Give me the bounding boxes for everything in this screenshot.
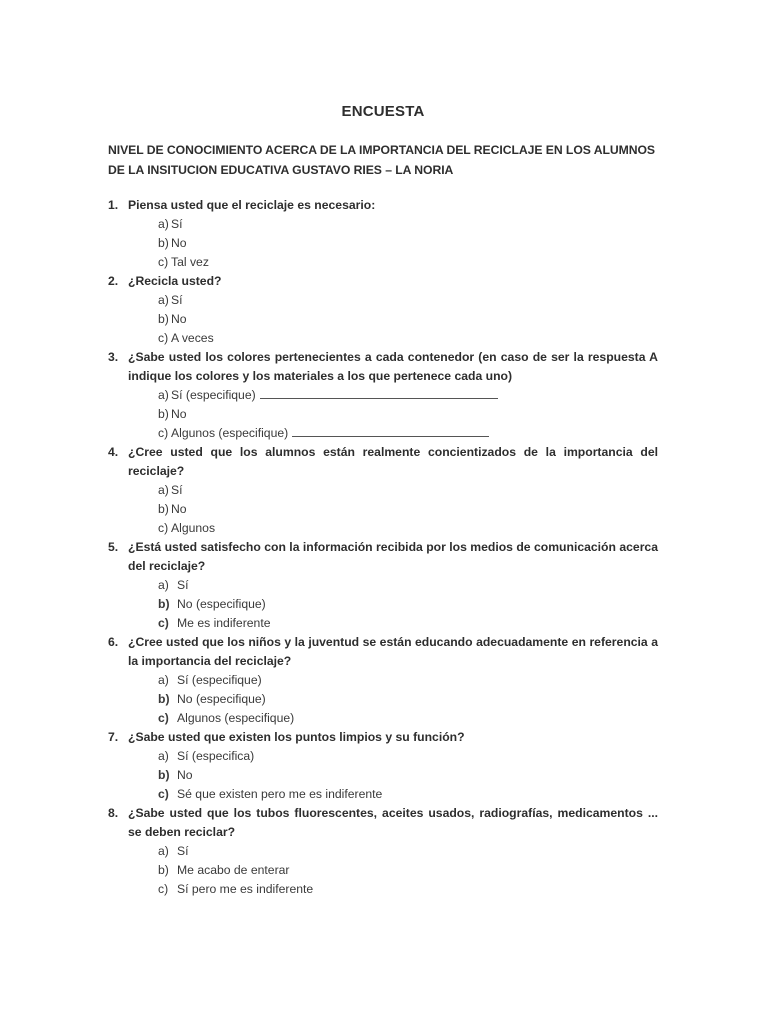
option-item[interactable] bbox=[158, 880, 658, 899]
option-item[interactable] bbox=[158, 671, 658, 690]
option-label: A veces bbox=[171, 331, 214, 345]
option-label: Sí bbox=[177, 578, 189, 592]
option-item[interactable] bbox=[158, 424, 658, 443]
question-item bbox=[108, 538, 658, 633]
question-text: ¿Sabe usted que existen los puntos limpios y su función? bbox=[128, 730, 465, 744]
option-label: Me es indiferente bbox=[177, 616, 271, 630]
option-item[interactable] bbox=[158, 519, 658, 538]
option-label: Sí (especifica) bbox=[177, 749, 255, 763]
option-marker: c) bbox=[158, 521, 169, 535]
document-content bbox=[108, 103, 658, 899]
question-number: 4. bbox=[108, 445, 119, 459]
option-marker: b) bbox=[158, 863, 169, 877]
option-label: No bbox=[171, 407, 187, 421]
option-marker: a) bbox=[158, 293, 169, 307]
question-item bbox=[108, 443, 658, 538]
answer-blank-line[interactable] bbox=[292, 425, 489, 437]
question-number: 3. bbox=[108, 350, 119, 364]
option-label: Sí bbox=[171, 483, 183, 497]
option-label: Sí pero me es indiferente bbox=[177, 882, 314, 896]
option-marker: c) bbox=[158, 616, 169, 630]
question-item bbox=[108, 633, 658, 728]
option-label: Sí bbox=[171, 293, 183, 307]
option-marker: c) bbox=[158, 255, 169, 269]
option-label: Tal vez bbox=[171, 255, 209, 269]
option-label: Algunos (especifique) bbox=[177, 711, 295, 725]
question-text: ¿Está usted satisfecho con la información recibida por los medios de comunicación acerca del reciclaje? bbox=[128, 540, 658, 573]
option-list bbox=[128, 386, 658, 443]
option-list bbox=[128, 671, 658, 728]
option-list bbox=[128, 842, 658, 899]
option-item[interactable] bbox=[158, 481, 658, 500]
question-text: ¿Sabe usted los colores pertenecientes a cada contenedor (en caso de ser la respuesta A indique los colores y los materiales a los que pertenece cada uno) bbox=[128, 350, 658, 383]
option-label: No bbox=[171, 312, 187, 326]
question-list bbox=[108, 196, 658, 899]
option-marker: a) bbox=[158, 749, 169, 763]
option-marker: b) bbox=[158, 502, 169, 516]
question-item bbox=[108, 272, 658, 348]
option-item[interactable] bbox=[158, 842, 658, 861]
option-marker: c) bbox=[158, 787, 169, 801]
option-item[interactable] bbox=[158, 405, 658, 424]
option-item[interactable] bbox=[158, 709, 658, 728]
option-label: No bbox=[177, 768, 193, 782]
option-label: Sé que existen pero me es indiferente bbox=[177, 787, 383, 801]
question-item bbox=[108, 348, 658, 443]
question-text: ¿Recicla usted? bbox=[128, 274, 222, 288]
option-label: Sí (especifique) bbox=[177, 673, 262, 687]
option-marker: a) bbox=[158, 483, 169, 497]
option-item[interactable] bbox=[158, 861, 658, 880]
question-text: ¿Cree usted que los niños y la juventud se están educando adecuadamente en referencia a la importancia del reciclaje? bbox=[128, 635, 658, 668]
page-title: ENCUESTA bbox=[341, 103, 425, 120]
option-label: No bbox=[171, 236, 187, 250]
question-number: 6. bbox=[108, 635, 119, 649]
answer-blank-line[interactable] bbox=[260, 387, 498, 399]
option-item[interactable] bbox=[158, 747, 658, 766]
option-list bbox=[128, 215, 658, 272]
question-number: 2. bbox=[108, 274, 119, 288]
option-marker: b) bbox=[158, 768, 170, 782]
option-label: Me acabo de enterar bbox=[177, 863, 290, 877]
question-text: ¿Sabe usted que los tubos fluorescentes, aceites usados, radiografías, medicamentos ... se deben reciclar? bbox=[128, 806, 658, 839]
option-label: No (especifique) bbox=[177, 597, 266, 611]
option-marker: c) bbox=[158, 882, 169, 896]
option-label: Algunos (especifique) bbox=[171, 426, 289, 440]
option-list bbox=[128, 576, 658, 633]
option-marker: c) bbox=[158, 426, 169, 440]
option-item[interactable] bbox=[158, 310, 658, 329]
option-marker: c) bbox=[158, 331, 169, 345]
question-number: 8. bbox=[108, 806, 119, 820]
option-marker: a) bbox=[158, 217, 169, 231]
option-label: Sí (especifique) bbox=[171, 388, 256, 402]
option-marker: b) bbox=[158, 407, 169, 421]
option-item[interactable] bbox=[158, 690, 658, 709]
option-marker: b) bbox=[158, 236, 169, 250]
option-label: Sí bbox=[171, 217, 183, 231]
option-label: No bbox=[171, 502, 187, 516]
option-item[interactable] bbox=[158, 234, 658, 253]
option-item[interactable] bbox=[158, 595, 658, 614]
option-label: Sí bbox=[177, 844, 189, 858]
question-number: 1. bbox=[108, 198, 119, 212]
option-item[interactable] bbox=[158, 386, 658, 405]
option-marker: c) bbox=[158, 711, 169, 725]
question-number: 7. bbox=[108, 730, 119, 744]
question-item bbox=[108, 728, 658, 804]
option-item[interactable] bbox=[158, 291, 658, 310]
option-item[interactable] bbox=[158, 766, 658, 785]
option-marker: b) bbox=[158, 312, 169, 326]
option-marker: a) bbox=[158, 844, 169, 858]
option-item[interactable] bbox=[158, 785, 658, 804]
option-list bbox=[128, 291, 658, 348]
option-item[interactable] bbox=[158, 614, 658, 633]
question-number: 5. bbox=[108, 540, 119, 554]
option-item[interactable] bbox=[158, 500, 658, 519]
option-item[interactable] bbox=[158, 253, 658, 272]
question-item bbox=[108, 196, 658, 272]
option-marker: b) bbox=[158, 692, 170, 706]
option-marker: a) bbox=[158, 388, 169, 402]
option-list bbox=[128, 747, 658, 804]
option-marker: a) bbox=[158, 578, 169, 592]
option-marker: b) bbox=[158, 597, 170, 611]
option-marker: a) bbox=[158, 673, 169, 687]
question-item bbox=[108, 804, 658, 899]
question-text: Piensa usted que el reciclaje es necesario: bbox=[128, 198, 376, 212]
option-list bbox=[128, 481, 658, 538]
option-label: No (especifique) bbox=[177, 692, 266, 706]
document-subtitle: NIVEL DE CONOCIMIENTO ACERCA DE LA IMPORTANCIA DEL RECICLAJE EN LOS ALUMNOS DE LA INSITUCION EDUCATIVA GUSTAVO RIES – LA NORIA bbox=[108, 143, 655, 177]
question-text: ¿Cree usted que los alumnos están realmente concientizados de la importancia del reciclaje? bbox=[128, 445, 658, 478]
option-item[interactable] bbox=[158, 215, 658, 234]
option-label: Algunos bbox=[171, 521, 216, 535]
option-item[interactable] bbox=[158, 329, 658, 348]
option-item[interactable] bbox=[158, 576, 658, 595]
